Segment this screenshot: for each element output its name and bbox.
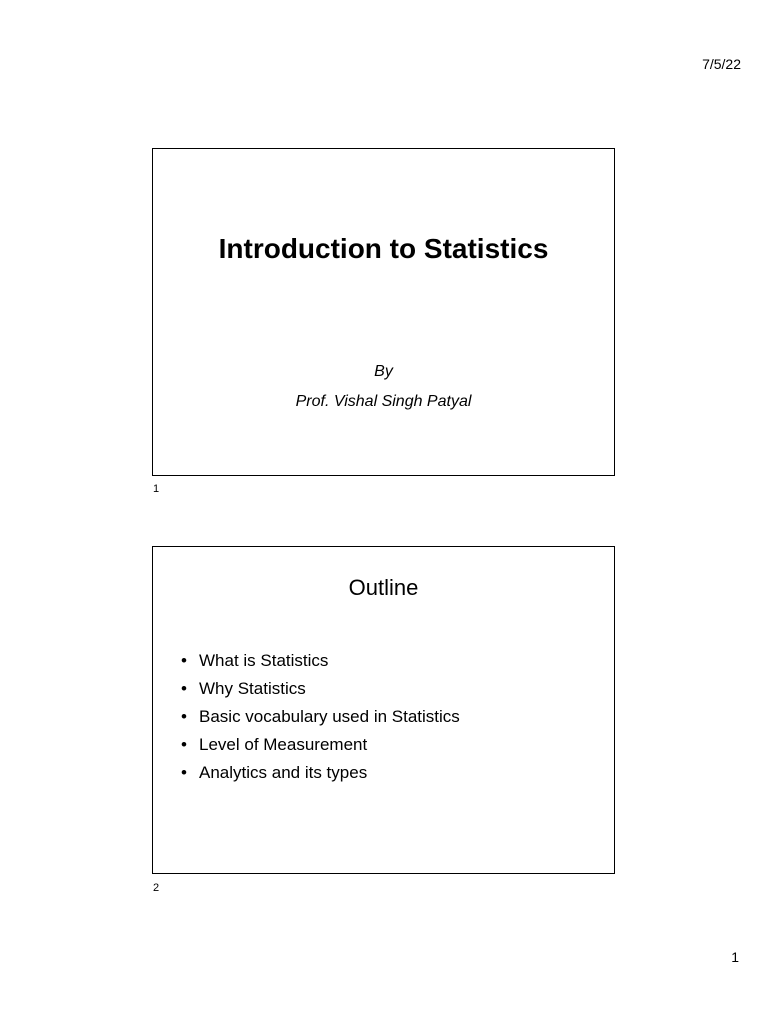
outline-item — [181, 731, 460, 759]
outline-item-label: Why Statistics — [199, 679, 306, 698]
bullet-icon: • — [181, 735, 187, 754]
outline-item — [181, 759, 460, 787]
handout-date: 7/5/22 — [702, 56, 741, 72]
slide-number-1: 1 — [153, 483, 160, 495]
bullet-icon: • — [181, 651, 187, 670]
bullet-icon: • — [181, 679, 187, 698]
page-number: 1 — [731, 949, 739, 965]
outline-item-label: Analytics and its types — [199, 763, 368, 782]
outline-item — [181, 675, 460, 703]
outline-item-label: Level of Measurement — [199, 735, 368, 754]
slide-2-frame — [152, 546, 615, 874]
bullet-icon: • — [181, 763, 187, 782]
byline-by: By — [374, 363, 393, 380]
outline-item-label: What is Statistics — [199, 651, 329, 670]
slide-title: Introduction to Statistics — [218, 233, 549, 264]
outline-item — [181, 647, 460, 675]
bullet-icon: • — [181, 707, 187, 726]
outline-list — [181, 647, 460, 787]
byline-author: Prof. Vishal Singh Patyal — [295, 393, 472, 410]
outline-item-label: Basic vocabulary used in Statistics — [199, 707, 460, 726]
outline-item — [181, 703, 460, 731]
outline-title: Outline — [348, 575, 419, 600]
slide-number-2: 2 — [153, 882, 160, 894]
slide-1-frame — [152, 148, 615, 476]
